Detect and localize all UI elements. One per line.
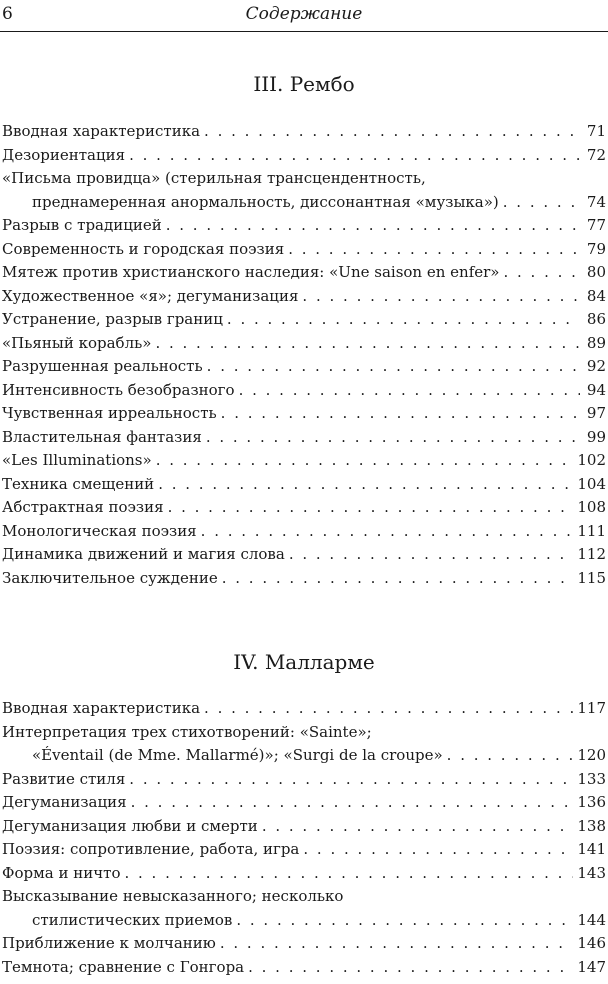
- toc-list-mallarme: [2, 697, 606, 979]
- toc-entry-title: «Письма провидца» (стерильная трансцендентность,: [2, 169, 426, 187]
- toc-entry: [2, 791, 606, 815]
- toc-entry-title: Динамика движений и магия слова: [2, 545, 285, 563]
- toc-entry-line: [2, 402, 606, 426]
- toc-entry-line: [2, 379, 606, 403]
- toc-entry: [2, 238, 606, 262]
- dot-leader: [288, 238, 580, 262]
- toc-page-number: 133: [577, 769, 606, 788]
- toc-page-number: 79: [586, 239, 606, 258]
- toc-entry: [2, 144, 606, 168]
- toc-entry: [2, 721, 606, 768]
- toc-entry-line: [2, 885, 606, 909]
- toc-entry: [2, 496, 606, 520]
- toc-page-number: 99: [586, 427, 606, 446]
- toc-entry-line: [2, 721, 606, 745]
- toc-entry: [2, 567, 606, 591]
- toc-entry-title: Дегуманизация любви и смерти: [2, 816, 258, 835]
- toc-page-number: 120: [577, 746, 606, 764]
- toc-page-number: 104: [577, 474, 606, 493]
- dot-leader: [220, 932, 574, 956]
- dot-leader: [166, 214, 580, 238]
- toc-page-number: 102: [577, 451, 606, 469]
- toc-entry: [2, 932, 606, 956]
- toc-page-number: 136: [577, 793, 606, 811]
- toc-entry-title: Техника смещений: [2, 474, 155, 493]
- toc-entry-title: Темнота; сравнение с Гонгора: [2, 957, 245, 976]
- toc-page-number: 138: [577, 816, 606, 835]
- toc-entry-title: Художественное «я»; дегуманизация: [2, 286, 299, 305]
- toc-entry-title: «Éventail (de Mme. Mallarmé)»; «Surgi de la croupe»: [32, 746, 443, 764]
- toc-entry-title: «Les Illuminations»: [2, 451, 152, 469]
- toc-page-number: 74: [586, 192, 606, 211]
- toc-entry: [2, 956, 606, 980]
- toc-entry-line: [2, 744, 606, 768]
- toc-entry-line: [2, 238, 606, 262]
- toc-entry-title: Монологическая поэзия: [2, 521, 197, 540]
- toc-entry: [2, 697, 606, 721]
- dot-leader: [204, 697, 573, 721]
- toc-entry: [2, 426, 606, 450]
- toc-entry-title: Устранение, разрыв границ: [2, 310, 223, 328]
- toc-entry: [2, 473, 606, 497]
- toc-entry-title: Дегуманизация: [2, 793, 127, 811]
- toc-page-number: 115: [577, 568, 606, 587]
- toc-entry-title: Мятеж против христианского наследия: «Une saison en enfer»: [2, 263, 500, 281]
- dot-leader: [503, 261, 580, 285]
- dot-leader: [204, 120, 580, 144]
- toc-entry: [2, 768, 606, 792]
- toc-entry-line: [2, 862, 606, 886]
- toc-page-number: 94: [586, 380, 606, 399]
- toc-entry-line: [2, 791, 606, 815]
- toc-entry-title: Заключительное суждение: [2, 568, 218, 587]
- dot-leader: [129, 144, 580, 168]
- dot-leader: [156, 449, 574, 473]
- toc-entry-title: Чувственная ирреальность: [2, 404, 217, 422]
- toc-entry-title: Дезориентация: [2, 145, 126, 164]
- toc-entry-line: [2, 214, 606, 238]
- toc-page-number: 86: [586, 310, 606, 328]
- toc-entry: [2, 520, 606, 544]
- toc-page-number: 146: [577, 934, 606, 952]
- toc-entry-line: [2, 191, 606, 215]
- toc-entry-line: [2, 261, 606, 285]
- toc-page-number: 143: [577, 863, 606, 882]
- toc-entry-line: [2, 909, 606, 933]
- dot-leader: [129, 768, 573, 792]
- toc-page-number: 144: [577, 910, 606, 929]
- toc-entry-line: [2, 567, 606, 591]
- dot-leader: [201, 520, 574, 544]
- toc-entry-line: [2, 496, 606, 520]
- toc-entry-line: [2, 932, 606, 956]
- toc-entry: [2, 379, 606, 403]
- dot-leader: [155, 332, 580, 356]
- toc-entry-line: [2, 120, 606, 144]
- toc-page-number: 111: [577, 521, 606, 540]
- toc-entry-line: [2, 473, 606, 497]
- toc-entry-line: [2, 449, 606, 473]
- toc-entry: [2, 167, 606, 214]
- toc-entry-title: Абстрактная поэзия: [2, 498, 164, 516]
- dot-leader: [262, 815, 574, 839]
- toc-entry-line: [2, 308, 606, 332]
- toc-entry-line: [2, 332, 606, 356]
- dot-leader: [236, 909, 573, 933]
- dot-leader: [158, 473, 573, 497]
- dot-leader: [227, 308, 580, 332]
- toc-entry-line: [2, 815, 606, 839]
- dot-leader: [131, 791, 574, 815]
- toc-entry-line: [2, 956, 606, 980]
- toc-entry-title: Интенсивность безобразного: [2, 380, 235, 399]
- toc-entry-line: [2, 426, 606, 450]
- page-header: [0, 0, 608, 32]
- page-number: 6: [2, 4, 13, 24]
- header-rule: [0, 31, 608, 32]
- dot-leader: [302, 285, 580, 309]
- dot-leader: [221, 402, 580, 426]
- toc-entry: [2, 815, 606, 839]
- toc-entry: [2, 449, 606, 473]
- toc-entry-title: Высказывание невысказанного; несколько: [2, 887, 344, 905]
- toc-entry: [2, 402, 606, 426]
- toc-page-number: 72: [586, 145, 606, 164]
- dot-leader: [168, 496, 574, 520]
- toc-entry-line: [2, 543, 606, 567]
- toc-list-rimbaud: [2, 120, 606, 590]
- running-title: Содержание: [245, 4, 363, 24]
- toc-page-number: 80: [586, 263, 606, 281]
- dot-leader: [447, 744, 574, 768]
- toc-entry-line: [2, 768, 606, 792]
- toc-entry-title: Приближение к молчанию: [2, 934, 216, 952]
- toc-page-number: 141: [577, 840, 606, 858]
- toc-entry-line: [2, 838, 606, 862]
- toc-entry: [2, 120, 606, 144]
- toc-page-number: 84: [586, 286, 606, 305]
- toc-entry: [2, 838, 606, 862]
- dot-leader: [289, 543, 574, 567]
- toc-page-number: 117: [577, 699, 606, 717]
- toc-entry: [2, 332, 606, 356]
- toc-entry-title: стилистических приемов: [32, 910, 233, 929]
- toc-page-number: 108: [577, 498, 606, 516]
- toc-entry: [2, 355, 606, 379]
- toc-entry-title: Интерпретация трех стихотворений: «Sainte»;: [2, 722, 372, 741]
- section-title-mallarme: IV. Малларме: [233, 650, 375, 674]
- toc-entry-title: Разрушенная реальность: [2, 357, 203, 375]
- toc-page-number: 92: [586, 357, 606, 375]
- toc-entry-line: [2, 355, 606, 379]
- dot-leader: [503, 191, 580, 215]
- toc-page-number: 89: [586, 333, 606, 352]
- toc-entry-title: «Пьяный корабль»: [2, 333, 152, 352]
- toc-entry-title: Современность и городская поэзия: [2, 239, 285, 258]
- dot-leader: [207, 355, 580, 379]
- toc-entry-title: Вводная характеристика: [2, 699, 201, 717]
- toc-entry: [2, 308, 606, 332]
- toc-entry-title: Развитие стиля: [2, 769, 126, 788]
- toc-entry: [2, 285, 606, 309]
- toc-page-number: 147: [577, 957, 606, 976]
- section-title-rimbaud: III. Рембо: [253, 72, 355, 96]
- toc-entry: [2, 862, 606, 886]
- toc-entry: [2, 543, 606, 567]
- toc-entry-line: [2, 697, 606, 721]
- toc-entry-title: преднамеренная анормальность, диссонантная «музыка»): [32, 192, 499, 211]
- toc-entry-line: [2, 285, 606, 309]
- toc-entry: [2, 261, 606, 285]
- toc-entry-line: [2, 520, 606, 544]
- toc-page-number: 77: [586, 216, 606, 234]
- dot-leader: [248, 956, 573, 980]
- dot-leader: [124, 862, 573, 886]
- toc-entry-line: [2, 167, 606, 191]
- toc-entry-title: Вводная характеристика: [2, 122, 201, 140]
- toc-page-number: 71: [586, 122, 606, 140]
- toc-entry-title: Разрыв с традицией: [2, 216, 162, 234]
- dot-leader: [222, 567, 574, 591]
- toc-entry-title: Форма и ничто: [2, 863, 121, 882]
- dot-leader: [239, 379, 580, 403]
- toc-entry-title: Властительная фантазия: [2, 427, 202, 446]
- toc-entry-line: [2, 144, 606, 168]
- toc-entry: [2, 885, 606, 932]
- dot-leader: [303, 838, 573, 862]
- toc-entry: [2, 214, 606, 238]
- toc-page-number: 112: [577, 545, 606, 563]
- dot-leader: [206, 426, 580, 450]
- toc-entry-title: Поэзия: сопротивление, работа, игра: [2, 840, 300, 858]
- toc-page-number: 97: [586, 404, 606, 422]
